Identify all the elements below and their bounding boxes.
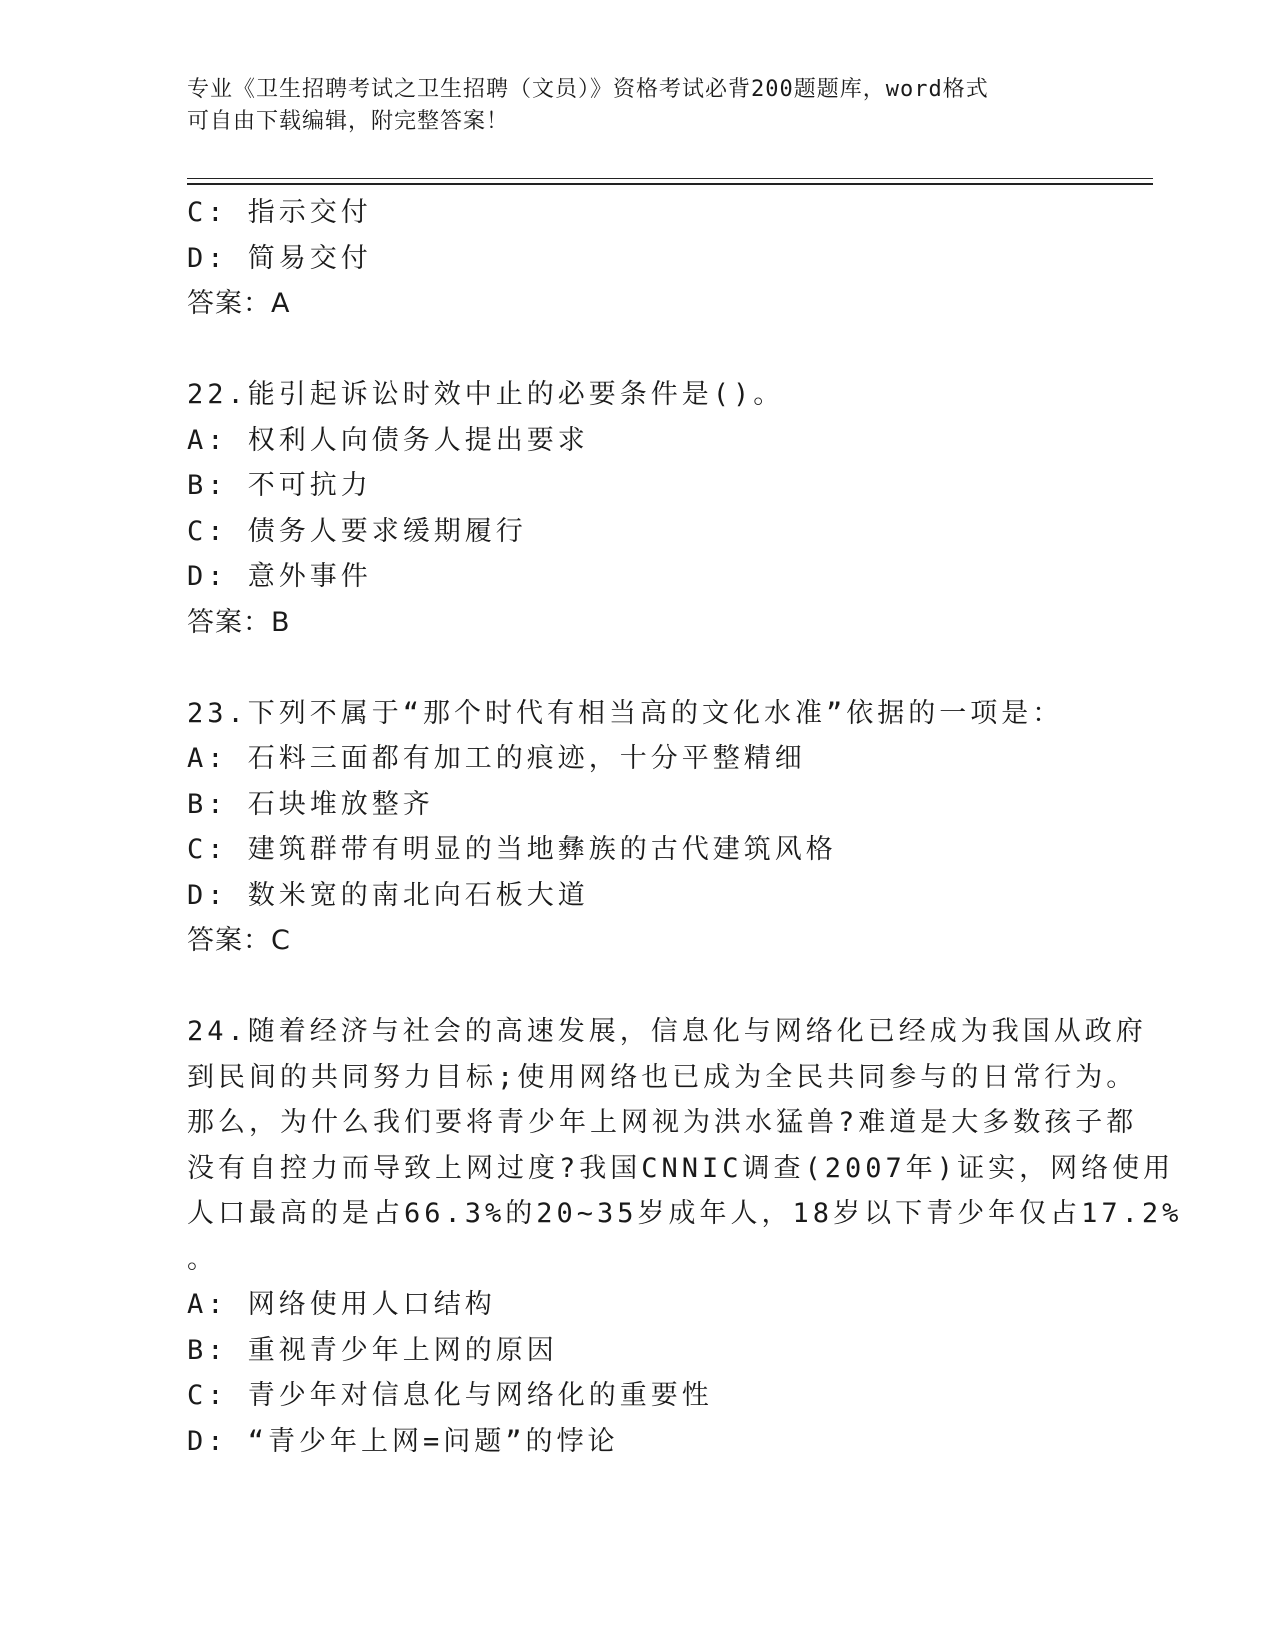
header-divider-thin: [187, 178, 1153, 179]
q24-option-a: A: 网络使用人口结构: [187, 1289, 496, 1320]
header-line-2: 可自由下载编辑，附完整答案！: [187, 109, 510, 134]
q21-option-c: C: 指示交付: [187, 197, 372, 228]
q23-option-c: C: 建筑群带有明显的当地彝族的古代建筑风格: [187, 834, 837, 865]
q22-stem: 22.能引起诉讼时效中止的必要条件是()。: [187, 379, 785, 410]
spacer: [187, 964, 1107, 1010]
q24-stem: [187, 1009, 1183, 1282]
q22-answer: 答案：B: [187, 606, 291, 638]
document-body: [187, 190, 1183, 1464]
q24-stem-line-2: 到民间的共同努力目标;使用网络也已成为全民共同参与的日常行为。: [187, 1061, 1138, 1093]
q23-answer: 答案：C: [187, 925, 291, 956]
q22-option-d: D: 意外事件: [187, 561, 372, 592]
q24-option-c: C: 青少年对信息化与网络化的重要性: [187, 1380, 713, 1411]
q21-answer: 答案：A: [187, 288, 291, 319]
header-divider-thick: [187, 183, 1153, 185]
q24-option-b: B: 重视青少年上网的原因: [187, 1334, 558, 1366]
document-header: [187, 74, 1087, 138]
q24-stem-line-6: 。: [187, 1243, 218, 1275]
q24-stem-line-5: 人口最高的是占66.3%的20~35岁成年人，18岁以下青少年仅占17.2%: [187, 1198, 1183, 1229]
spacer: [187, 645, 1107, 691]
q22-option-b: B: 不可抗力: [187, 470, 372, 501]
q22-option-a: A: 权利人向债务人提出要求: [187, 424, 589, 456]
header-line-1: 专业《卫生招聘考试之卫生招聘（文员）》资格考试必背200题题库，word格式: [187, 77, 989, 102]
q24-stem-line-1: 24.随着经济与社会的高速发展，信息化与网络化已经成为我国从政府: [187, 1016, 1147, 1047]
q23-option-b: B: 石块堆放整齐: [187, 788, 434, 820]
q24-option-d: D: “青少年上网=问题”的悖论: [187, 1425, 619, 1457]
q22-option-c: C: 债务人要求缓期履行: [187, 515, 527, 547]
q23-stem: 23.下列不属于“那个时代有相当高的文化水准”依据的一项是：: [187, 697, 1064, 729]
spacer: [187, 327, 1107, 373]
q23-option-a: A: 石料三面都有加工的痕迹，十分平整精细: [187, 743, 806, 774]
q23-option-d: D: 数米宽的南北向石板大道: [187, 879, 589, 911]
q24-stem-line-4: 没有自控力而导致上网过度?我国CNNIC调查(2007年)证实，网络使用: [187, 1152, 1175, 1184]
q21-option-d: D: 简易交付: [187, 242, 372, 274]
q24-stem-line-3: 那么，为什么我们要将青少年上网视为洪水猛兽?难道是大多数孩子都: [187, 1107, 1138, 1138]
